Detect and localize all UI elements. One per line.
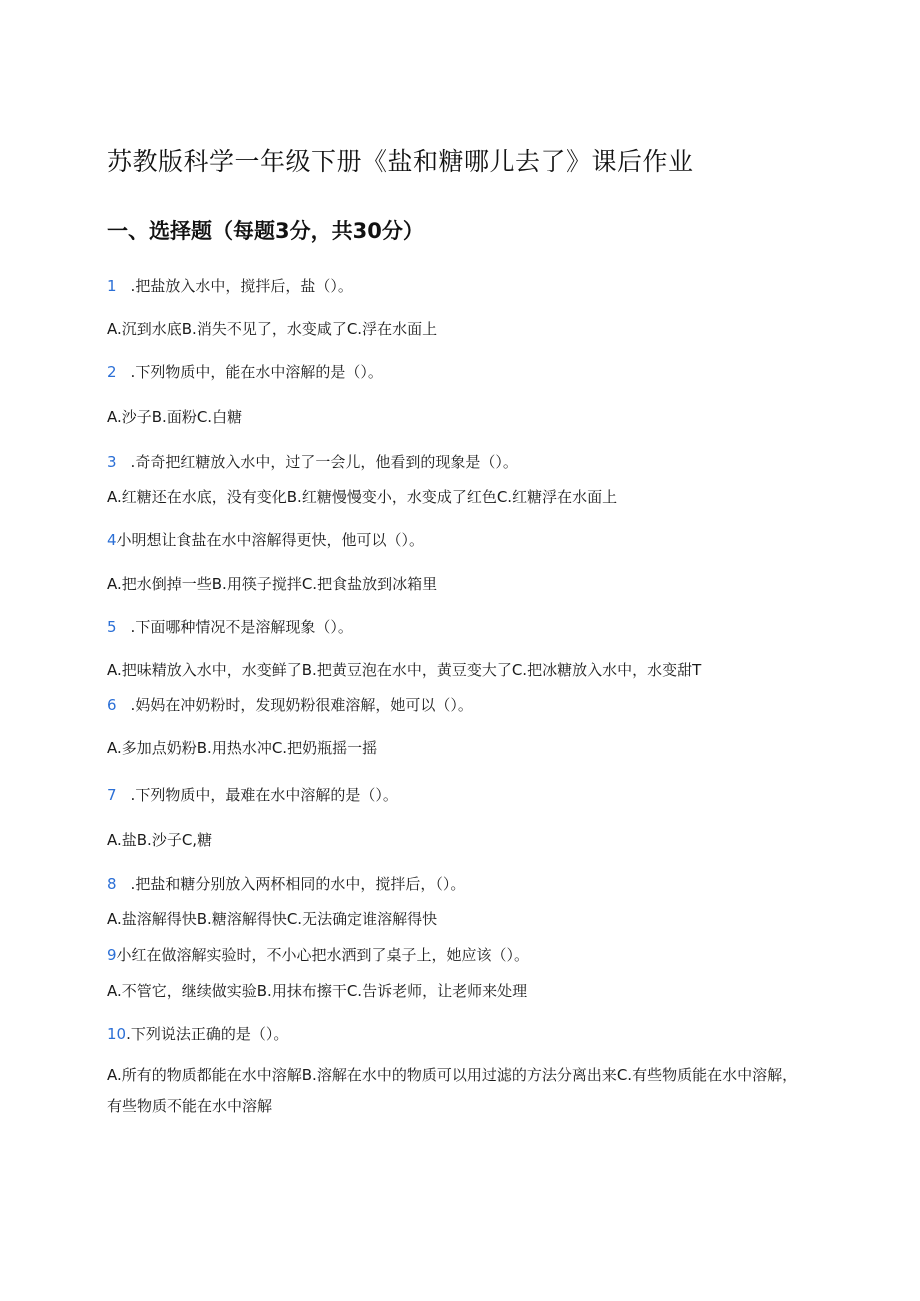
question-text: .下列物质中，最难在水中溶解的是（）。 [130, 786, 398, 804]
question-number: 6 [107, 696, 117, 714]
question-8 [107, 873, 465, 894]
question-text: .妈妈在冲奶粉时，发现奶粉很难溶解，她可以（）。 [130, 696, 473, 714]
question-6 [107, 694, 473, 715]
question-9-options: A.不管它，继续做实验B.用抹布擦干C.告诉老师，让老师来处理 [107, 982, 528, 1000]
question-number: 2 [107, 363, 117, 381]
question-10 [107, 1023, 288, 1044]
question-1 [107, 275, 353, 296]
question-number: 9 [107, 946, 117, 964]
question-text: .把盐放入水中，搅拌后，盐（）。 [130, 277, 353, 295]
question-7 [107, 784, 398, 805]
question-text: .下面哪种情况不是溶解现象（）。 [130, 618, 353, 636]
question-1-options: A.沉到水底B.消失不见了，水变咸了C.浮在水面上 [107, 320, 438, 338]
question-10-options: A.所有的物质都能在水中溶解B.溶解在水中的物质可以用过滤的方法分离出来C.有些物质能在水中溶解，有些物质不能在水中溶解 [107, 1066, 798, 1115]
question-number: 1 [107, 277, 117, 295]
question-text: 小明想让食盐在水中溶解得更快，他可以（）。 [116, 531, 425, 549]
question-number: 4 [107, 531, 117, 549]
question-number: 10 [107, 1025, 127, 1043]
question-text: .下列物质中，能在水中溶解的是（）。 [130, 363, 383, 381]
question-6-options: A.多加点奶粉B.用热水冲C.把奶瓶摇一摇 [107, 739, 378, 757]
page-title: 苏教版科学一年级下册《盐和糖哪儿去了》课后作业 [107, 147, 694, 176]
question-7-options: A.盐B.沙子C,糖 [107, 831, 213, 849]
question-9 [107, 944, 529, 965]
question-number: 8 [107, 875, 117, 893]
question-2 [107, 361, 383, 382]
question-3-options: A.红糖还在水底，没有变化B.红糖慢慢变小，水变成了红色C.红糖浮在水面上 [107, 488, 618, 506]
question-number: 5 [107, 618, 117, 636]
question-text: .奇奇把红糖放入水中，过了一会儿，他看到的现象是（）。 [130, 453, 518, 471]
question-5-options: A.把味精放入水中，水变鲜了B.把黄豆泡在水中，黄豆变大了C.把冰糖放入水中，水变甜T [107, 661, 702, 679]
question-5 [107, 616, 353, 637]
question-4-options: A.把水倒掉一些B.用筷子搅拌C.把食盐放到冰箱里 [107, 575, 438, 593]
question-3 [107, 451, 518, 472]
section-heading: 一、选择题（每题3分，共30分） [107, 219, 424, 243]
question-number: 7 [107, 786, 117, 804]
question-text: .把盐和糖分别放入两杯相同的水中，搅拌后，（）。 [130, 875, 466, 893]
question-text: .下列说法正确的是（）。 [126, 1025, 289, 1043]
question-2-options: A.沙子B.面粉C.白糖 [107, 408, 243, 426]
question-text: 小红在做溶解实验时，不小心把水洒到了桌子上，她应该（）。 [116, 946, 530, 964]
question-4 [107, 529, 424, 550]
question-8-options: A.盐溶解得快B.糖溶解得快C.无法确定谁溶解得快 [107, 910, 438, 928]
question-number: 3 [107, 453, 117, 471]
